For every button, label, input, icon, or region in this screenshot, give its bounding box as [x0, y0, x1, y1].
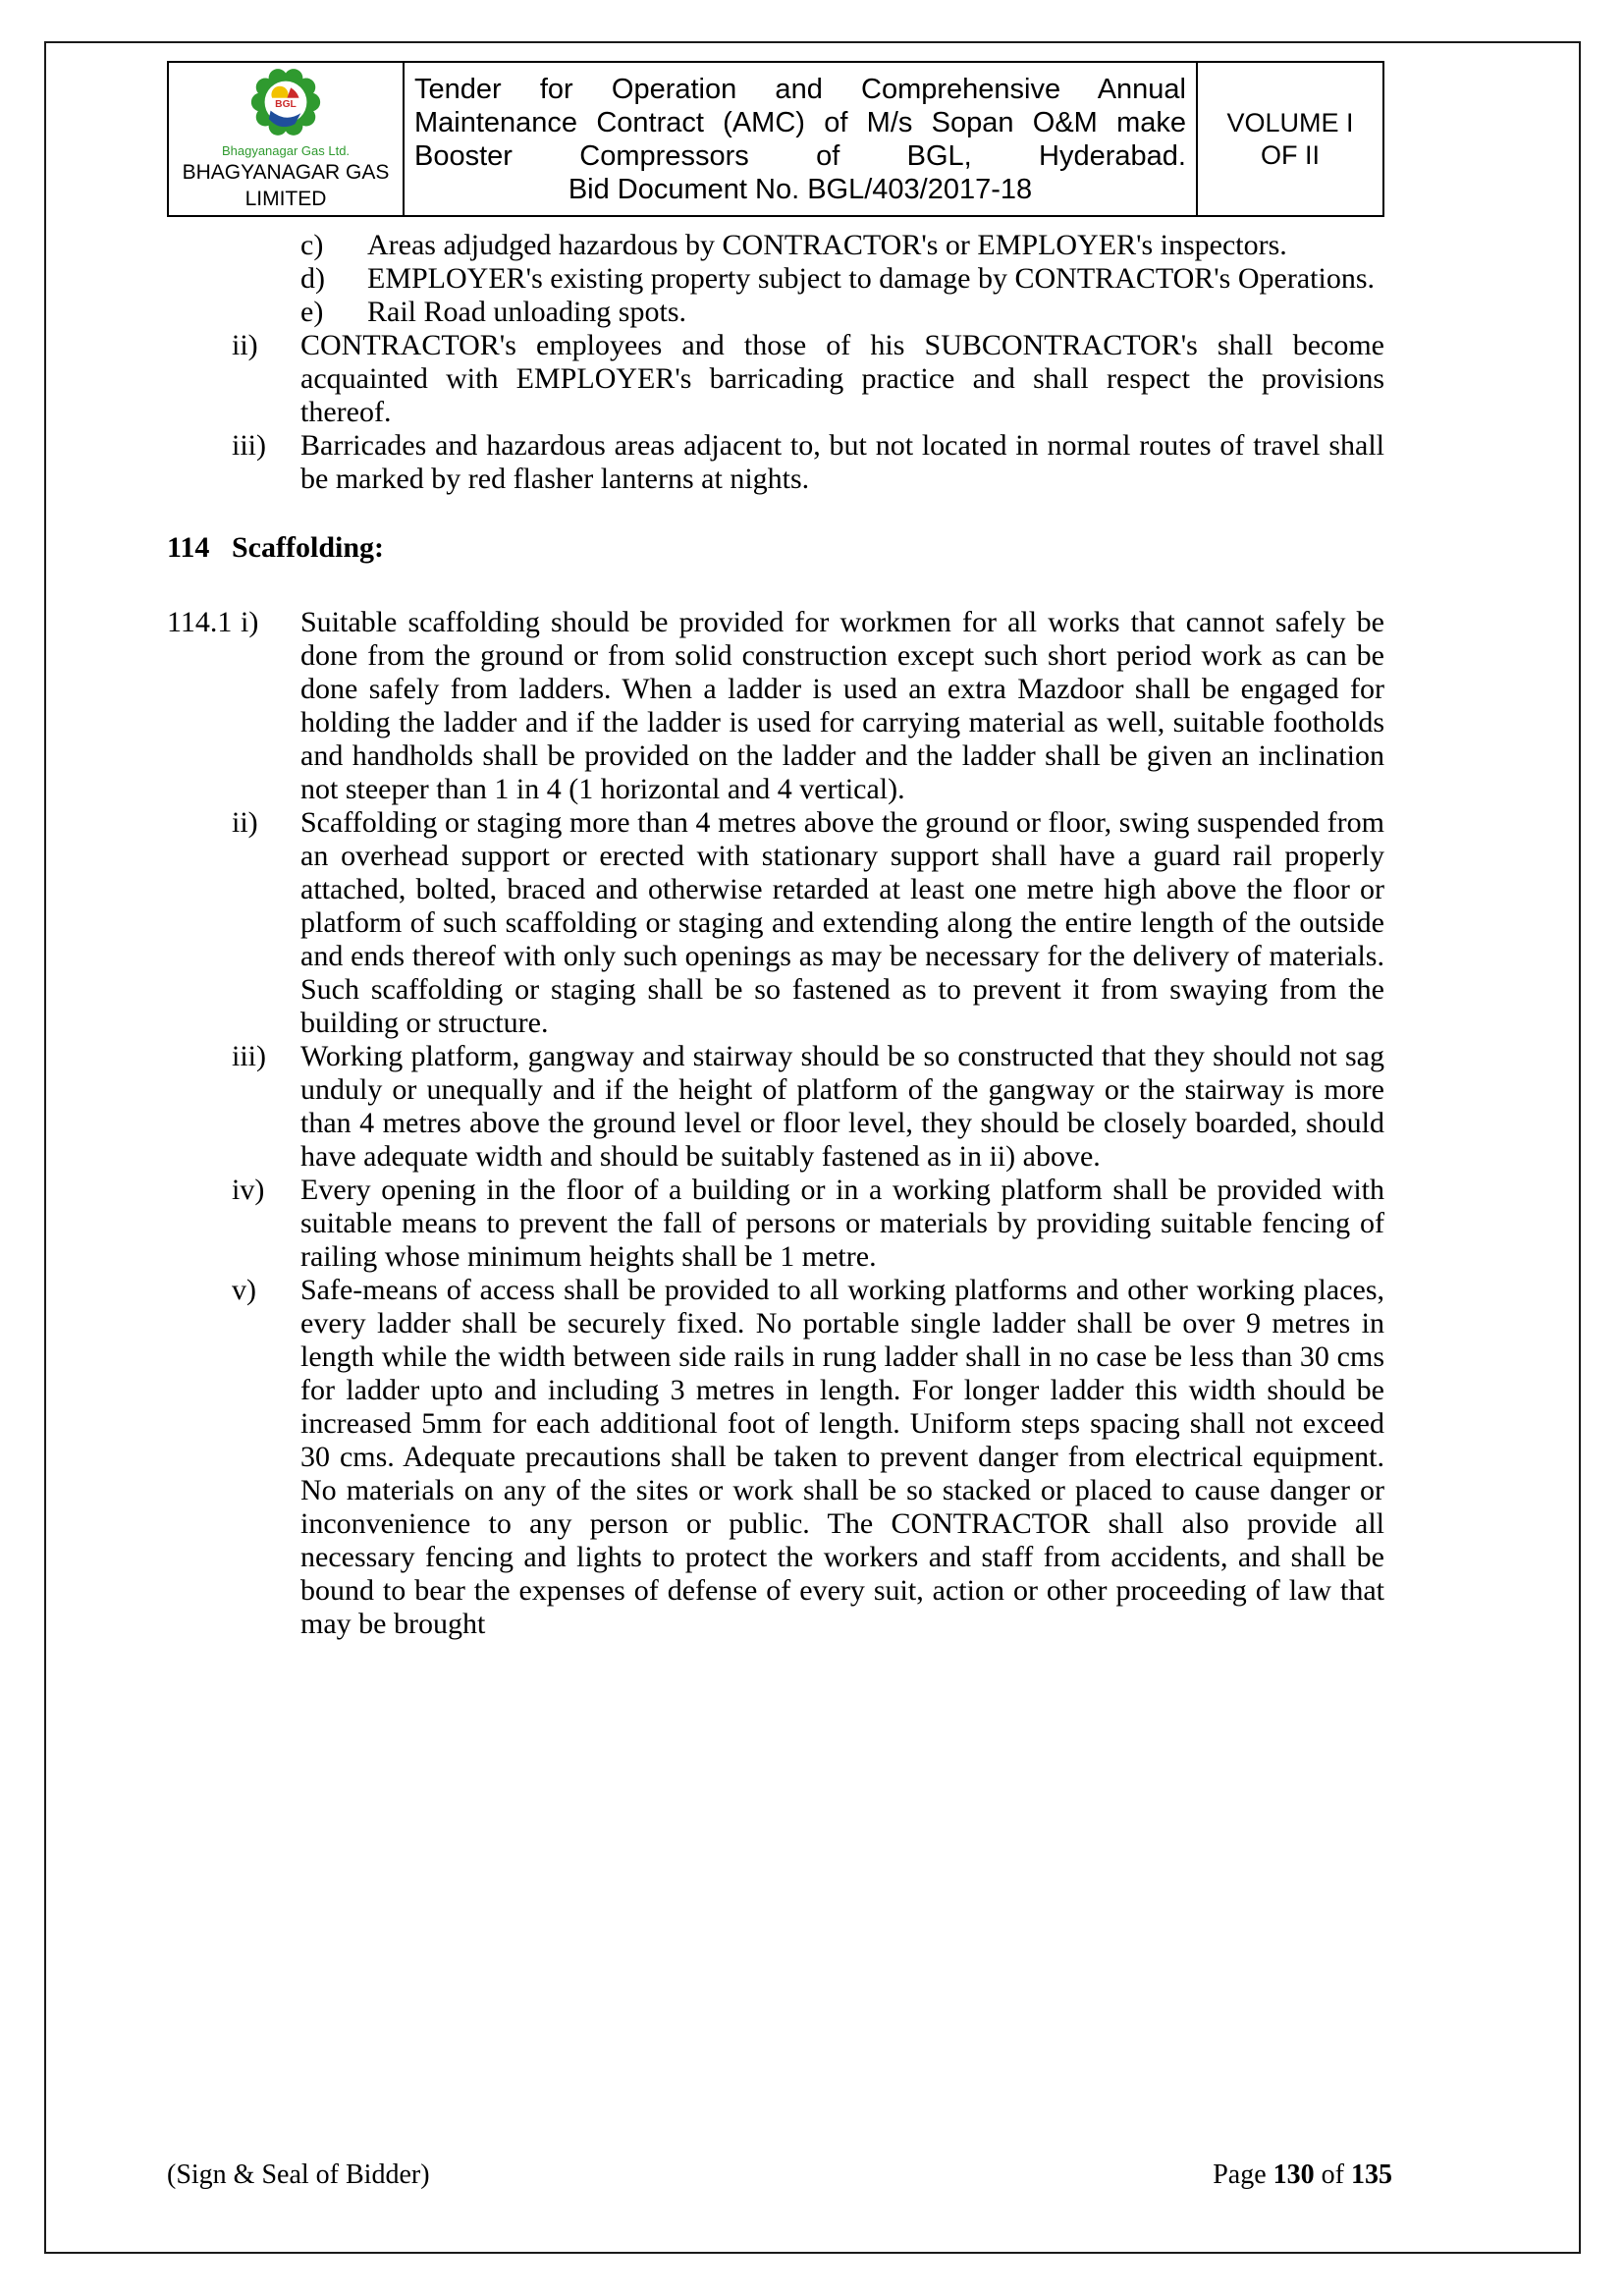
- org-name-line1: BHAGYANAGAR GAS: [182, 161, 390, 184]
- page-indicator: [1213, 2159, 1392, 2192]
- section-number: 114: [167, 531, 210, 564]
- item-number: v): [232, 1274, 256, 1306]
- section-heading-114: [167, 531, 1384, 565]
- page-word: Page: [1213, 2159, 1267, 2190]
- header-table: [167, 61, 1384, 217]
- item-number: i): [241, 606, 259, 638]
- item-text: Areas adjudged hazardous by CONTRACTOR's or EMPLOYER's inspectors.: [367, 229, 1287, 261]
- logo-acronym: BGL: [275, 99, 297, 111]
- logo-cell: [168, 62, 404, 216]
- org-name-line2: LIMITED: [244, 188, 327, 210]
- item-number: iii): [232, 429, 266, 462]
- document-title: Tender for Operation and Comprehensive Annual Maintenance Contract (AMC) of M/s Sopan O&M make Booster Compressors of BGL, Hyderabad.: [414, 73, 1186, 172]
- item-text: Working platform, gangway and stairway should be so constructed that they should not sag unduly or unequally and if the height of platform of the gangway or the stairway is more than 4 metres above the ground level or floor level, they should be closely boarded, should have adequate width and should be suitably fastened as in ii) above.: [300, 1040, 1384, 1173]
- item-text: Scaffolding or staging more than 4 metres above the ground or floor, swing suspended from an overhead support or erected with stationary support shall have a guard rail properly attached, bolted, braced and otherwise retarded at least one metre high above the floor or platform of such scaffolding or staging and extending along the entire length of the outside and ends thereof with only such openings as may be necessary for the delivery of materials. Such scaffolding or staging shall be so fastened as to prevent it from swaying from the building or structure.: [300, 806, 1384, 1039]
- volume-line1: VOLUME I: [1226, 107, 1354, 137]
- total-pages: 135: [1351, 2159, 1392, 2190]
- item-text: EMPLOYER's existing property subject to damage by CONTRACTOR's Operations.: [367, 262, 1375, 295]
- bgl-logo-icon: [235, 67, 337, 137]
- section-title: Scaffolding:: [232, 531, 385, 564]
- item-text: Rail Road unloading spots.: [367, 296, 686, 328]
- volume-line2: OF II: [1261, 139, 1320, 170]
- volume-cell: [1197, 62, 1383, 216]
- item-number: d): [300, 262, 325, 295]
- list-item-d: [167, 262, 1384, 296]
- item-text: Barricades and hazardous areas adjacent to, but not located in normal routes of travel shall be marked by red flasher lanterns at nights.: [300, 429, 1384, 495]
- list-item-e: [167, 296, 1384, 329]
- clause-number: 114.1: [167, 606, 233, 638]
- item-number: iii): [232, 1040, 266, 1072]
- logo-subtext: Bhagyanagar Gas Ltd.: [221, 143, 351, 158]
- item-number: e): [300, 296, 324, 328]
- page-footer: [167, 2159, 1392, 2192]
- list-item-iii: [167, 429, 1384, 496]
- item-text: Safe-means of access shall be provided to all working platforms and other working places, every ladder shall be securely fixed. No portable single ladder shall be over 9 metres in length while the width between side rails in rung ladder shall in no case be less than 30 cms for ladder upto and including 3 metres in length. For longer ladder this width should be increased 5mm for each additional foot of length. Uniform steps spacing shall not exceed 30 cms. Adequate precautions shall be taken to prevent danger from electrical equipment. No materials on any of the sites or work shall be so stacked or placed to cause danger or inconvenience to any person or public. The CONTRACTOR shall also provide all necessary fencing and lights to protect the workers and staff from accidents, and shall be bound to bear the expenses of defense of every suit, action or other proceeding of law that may be brought: [300, 1274, 1384, 1640]
- clause-item-ii: [167, 806, 1384, 1040]
- body-text: [167, 229, 1384, 1641]
- document-content: [167, 61, 1384, 1641]
- item-text: CONTRACTOR's employees and those of his SUBCONTRACTOR's shall become acquainted with EMPLOYER's barricading practice and shall respect the provisions thereof.: [300, 329, 1384, 428]
- item-number: c): [300, 229, 324, 261]
- item-text: Suitable scaffolding should be provided for workmen for all works that cannot safely be done from the ground or from solid construction except such short period work as can be done safely from ladders. When a ladder is used an extra Mazdoor shall be engaged for holding the ladder and if the ladder is used for carrying material as well, suitable footholds and handholds shall be provided on the ladder and the ladder shall be given an inclination not steeper than 1 in 4 (1 horizontal and 4 vertical).: [300, 606, 1384, 805]
- clause-114-1-item-i: [167, 606, 1384, 806]
- clause-item-iv: [167, 1174, 1384, 1274]
- title-cell: [404, 62, 1197, 216]
- clause-item-iii: [167, 1040, 1384, 1174]
- of-word: of: [1321, 2159, 1344, 2190]
- item-text: Every opening in the floor of a building or in a working platform shall be provided with suitable means to prevent the fall of persons or materials by providing suitable fencing of railing whose minimum heights shall be 1 metre.: [300, 1174, 1384, 1273]
- page-number: 130: [1272, 2159, 1315, 2190]
- list-item-ii: [167, 329, 1384, 429]
- sign-seal-note: (Sign & Seal of Bidder): [167, 2159, 430, 2190]
- item-number: ii): [232, 806, 258, 839]
- item-number: iv): [232, 1174, 265, 1206]
- list-item-c: [167, 229, 1384, 262]
- item-number: ii): [232, 329, 258, 361]
- clause-item-v: [167, 1274, 1384, 1641]
- bid-document-number: Bid Document No. BGL/403/2017-18: [568, 173, 1033, 205]
